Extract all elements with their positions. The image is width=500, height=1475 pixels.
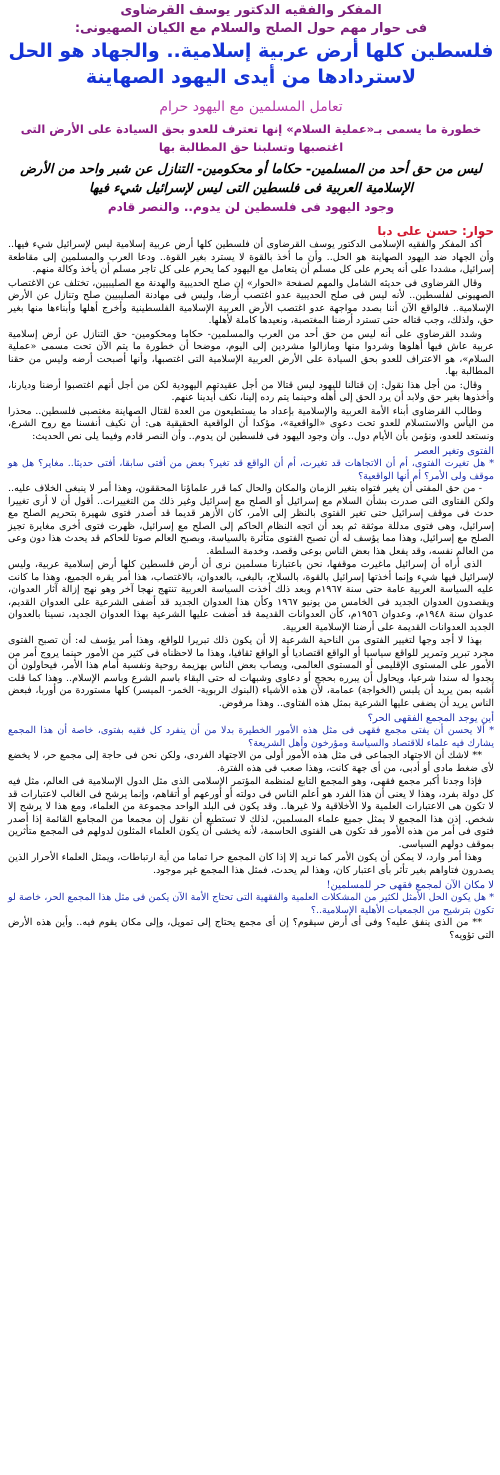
section-title-1: الفتوى وتغير العصر [414,446,494,457]
kicker-line-1: المفكر والفقيه الدكتور يوسف القرضاوى [120,3,382,18]
section1-paragraph-2: الذى أراه أن إسرائيل ماغيرت موقفها، نحن باعتبارنا مسلمين نرى أن أرض فلسطين كلها أرض إسلامية عربية، وليس لإسرائيل فيها شيء وإنما أخذتها إسرائيل بالقوة، بالسلاح، بالبغى، بالعدوان، بالاغتصاب، هذا أمر يقره الجميع، وهذا ما كانت عليه السياسة العربية عامة حتى سنة ١٩٦٧م وبعد ذلك أخذت السياسة العربية تنتهج نهجا آخر وهو نهج إزالة آثار العدوان، ويقصدون العدوان الجديد فى الخامس من يونيو ١٩٦٧ وكأن هذا العدوان الجديد قد أضفى الشرعية على العدوان القديم، عدوان سنة ١٩٤٨م، وعدوان ١٩٥٦م، كأن العدوانات القديمة قد أضفت عليها الشرعية بهذا العدوان الجديد، نسينا بالعدوان الجديد العدوانات القديمة على أرضنا الإسلامية العربية. [8,559,495,633]
section2-paragraph-3: وهذا أمر وارد، لا يمكن أن يكون الأمر كما نريد إلا إذا كان المجمع حرا تماما من أية ارتباطات، ويمثل العلماء الأحرار الذين يصدرون فتاواهم بغير تأثر بأى اعتبار كان، وهذا لم يحدث، فمثل هذا المجمع غير موجود. [8,852,494,876]
section3-paragraph-1: ** من الذى ينفق عليه؟ وفى أى أرض سيقوم؟ إن أى مجمع يحتاج إلى تمويل، وإلى مكان يقوم فيه.. وأين هذه الأرض التى تؤويه؟ [8,917,494,941]
intro-paragraph-1: أكد المفكر والفقيه الإسلامى الدكتور يوسف القرضاوى أن فلسطين كلها أرض عربية إسلامية ليس لإسرائيل شيء فيها.. وأن الجهاد ضد اليهود الصهاينة هو الحل.. وأن ما أخذ بالقوة لا يسترد بغير القوة.. ودعا العرب والمسلمين إلى مقاطعة إسرائيل، مشددا على أنه يحرم على كل مسلم أن يتعامل مع اليهود كما يحرم على كل تاجر مسلم أن يأخذ وكالة منهم. [8,239,494,275]
headline-line-2: لاستردادها من أيدى اليهود الصهاينة [85,66,417,88]
intro-paragraph-3: وشدد القرضاوى على أنه ليس من حق أحد من العرب والمسلمين- حكاما ومحكومين- حق التنازل عن أرض إسلامية عربية عاش فيها أهلوها وشردوا منها ومازالوا مشردين إلى اليوم، موضحا أن خطورة ما يتم الآن تحت مسمى «عملية السلام»، هو الاعتراف للعدو بحق السيادة على الأرض العربية الإسلامية التى اغتصبها، وأنها أصبحت أرضه وليس من حقنا المطالبة بها. [8,328,494,377]
article-header [8,2,494,216]
deck-purple: خطورة ما يسمى بـ«عملية السلام» إنها تعترف للعدو بحق السيادة على الأرض التى اغتصبها وتسلبنا حق المطالبة بها [20,122,482,154]
section-question-2: * ألا يحسن أن يفتى مجمع فقهى فى مثل هذه الأمور الخطيرة بدلا من أن ينفرد كل فقيه بفتوى، خاصة أن هذا المجمع يشارك فيه علماء للاقتصاد والسياسة ومؤرخون وأهل الشريعة؟ [8,725,494,749]
article-body [8,239,494,942]
section1-paragraph-1: - من حق المفتى أن يغير فتواه بتغير الزمان والمكان والحال كما قرر علماؤنا المحققون، وهذا أمر لا ينبغى الخلاف عليه.. ولكن الفتاوى التى صدرت بشأن السلام مع إسرائيل أو الصلح مع إسرائيل وغير ذلك من التغييرات.. أقول أن لا أرى تغييرا حدث فى موقف إسرائيل حتى تغير الفتوى بالنظر إلى الأمر، كان الأزهر قديما قد أصدر فتوى شهيرة بتحريم الصلح مع إسرائيل، وهى فتوى مدللة موثقة ثم بعد أن اتجه النظام الحاكم إلى الصلح مع إسرائيل، ظهرت فتوى أخرى مغايرة تجيز الصلح مع إسرائيل، وهذا مما يؤسف له أن تصبح الفتوى متأثرة بالسياسة، وبصبح العالم صوتا للحاكم قد يحدث هذا دون وعى من العالم نفسه، وقد يفعل هذا بعض الناس بوعى وقصد، وخدمة السلطة. [8,483,494,557]
intro-paragraph-2: وقال القرضاوى فى حديثه الشامل والمهم لصفحة «الحوار» إن صلح الحديبية والهدنة مع الصليبيين، تختلف عن الاغتصاب الصهيونى لفلسطين.. لأنه ليس فى صلح الحديبية عدو اغتصب أرضا، وليس فى مهادنة الصليبيين صلح وتنازل عن الأرض الإسلامية.. فالواقع الآن أننا بصدد مواجهة عدو اغتصب الأرض العربية الإسلامية الفلسطينية وأخرج أهلها وأبناءها منها بغير حق، ولذلك، وجب قتاله حتى تسترد أرضنا المغتصبة، ونعيدها كاملة لأهلها. [8,277,494,326]
section1-paragraph-3: بهذا لا أجد وجها لتغيير الفتوى من الناحية الشرعية إلا أن يكون ذلك تبريرا للواقع، وهذا أمر يؤسف له: أن تصبح الفتوى مجرد تبرير وتمرير للواقع سياسيا أو الواقع اقتصاديا أو الواقع ثقافيا، وهذا ما لاحظناه فى كثير من الأمور حينما يروج أمر من الأمور على المستوى الإقليمى أو المستوى العالمى، ويصاب بعض الناس بهزيمة روحية ونفسية أمام هذا الأمر، فيحاولون أن يجدوا له سندا شرعيا، ويحاول أن يبرره بحجج أو دعاوى وشبهات له حتى البقاء باسم الشرع وباسم الإسلام.. وهذا كما قلت أشبه بمن يريد أن يلبس (الخواجة) عمامة، لأن هذه الأشياء (البنوك الربوية- الخمر- الميسر) كلها مستوردة من أوربا، فبعض الناس يريد أن يضفى عليها الشرعية بمثل هذه الفتاوى.. وهذا مرفوض. [8,635,494,709]
deck-last: وجود اليهود فى فلسطين لن يدوم.. والنصر قادم [107,200,395,214]
byline: حوار: حسن على دبا [377,224,494,238]
section-title-3: لا مكان الآن لمجمع فقهى حر للمسلمين! [326,880,494,891]
kicker-line-2: فى حوار مهم حول الصلح والسلام مع الكيان الصهيونى: [74,21,428,36]
section-question-1: * هل تغيرت الفتوى، أم أن الاتجاهات قد تغيرت، أم أن الواقع قد تغير؟ بعض من أفتى سابقا، أفتى حديثا.. مغاير؟ هل هو موقف ولى الأمر؟ أم أنها الواقعية؟ [8,458,494,482]
deck-black: ليس من حق أحد من المسلمين- حكاما أو محكومين- التنازل عن شبر واحد من الأرض الإسلامية العربية فى فلسطين التى ليس لإسرائيل شيء فيها [20,162,482,196]
section-question-3: * هل يكون الحل الأمثل لكثير من المشكلات العلمية والفقهية التى تحتاج الأمة الآن يكمن فى مثل هذا المجمع الحر، خاصة لو تكون بترشيح من الجمعيات الأهلية الإسلامية..؟ [8,892,494,916]
intro-paragraph-5: وطالب القرضاوى أبناء الأمة العربية والإسلامية بإعداد ما يستطيعون من العدة لقتال الصهاينة مغتصبى فلسطين.. محذرا من اليأس والاستسلام للعدو تحت دعوى «الواقعية»، مؤكدا أن الواقعية الحقيقية هى: أن نكيف أنفسنا مع روح الشرع، ونستعد للعدو، ونؤمن بأن الأيام دول.. وأن وجود اليهود فى فلسطين لن يدوم.. وأن النصر قادم وفيما يلى نص الحديث: [8,405,494,442]
section2-paragraph-2: فإذا وجدنا أكبر مجمع فقهى، وهو المجمع التابع لمنظمة المؤتمر الإسلامى الذى مثل الدول الإسلامية فى العالم، مثل فيه كل دولة بفرد، وهذا لا يعنى أن هذا الفرد هو أعلم الناس فى دولته أو أورعهم أو أتقاهم، وإنما يرشح فى الغالب لاعتبارات قد لا تكون هى الاعتبارات العلمية ولا الأخلاقية ولا غيرها.. وقد يكون فى البلد الواحد مجموعة من العلماء، ومع هذا لا يرشح إلا شخص. إذن هذا المجمع لا يمثل جميع علماء المسلمين، لذلك لا تستطيع أن نقول إن مجمعا من المجامع القائمة إذا أصدر فتوى فى أمر من هذه الأمور قد تكون هى الفتوى الحاسمة، لأنه يخشى أن يكون العلماء المثلون لدولهم فى المجمع متأثرين بموقف دولهم السياسى. [8,776,494,850]
section2-paragraph-1: ** لاشك أن الاجتهاد الجماعى فى مثل هذه الأمور أولى من الاجتهاد الفردى، ولكن نحن فى حاجة إلى مجمع حر، لا يخضع لأى ضغط مادى أو أدبى، من أى جهة كانت، وهذا صعب فى هذه الفترة. [8,750,494,774]
section-title-2: أين يوجد المجمع الفقهى الحر؟ [367,713,494,724]
subheadline: تعامل المسلمين مع اليهود حرام [159,99,343,115]
intro-paragraph-4: وقال: من أجل هذا نقول: إن قتالنا لليهود ليس قتالا من أجل عقيدتهم اليهودية لكن من أجل أنهم اغتصبوا أرضنا وديارنا، وأخذوها بغير حق ولابد أن يرد الحق إلى أهله وحينما يتم رده إلينا، نكف أيدينا عنهم. [8,379,494,403]
headline-line-1: فلسطين كلها أرض عربية إسلامية.. والجهاد هو الحل [8,40,494,62]
